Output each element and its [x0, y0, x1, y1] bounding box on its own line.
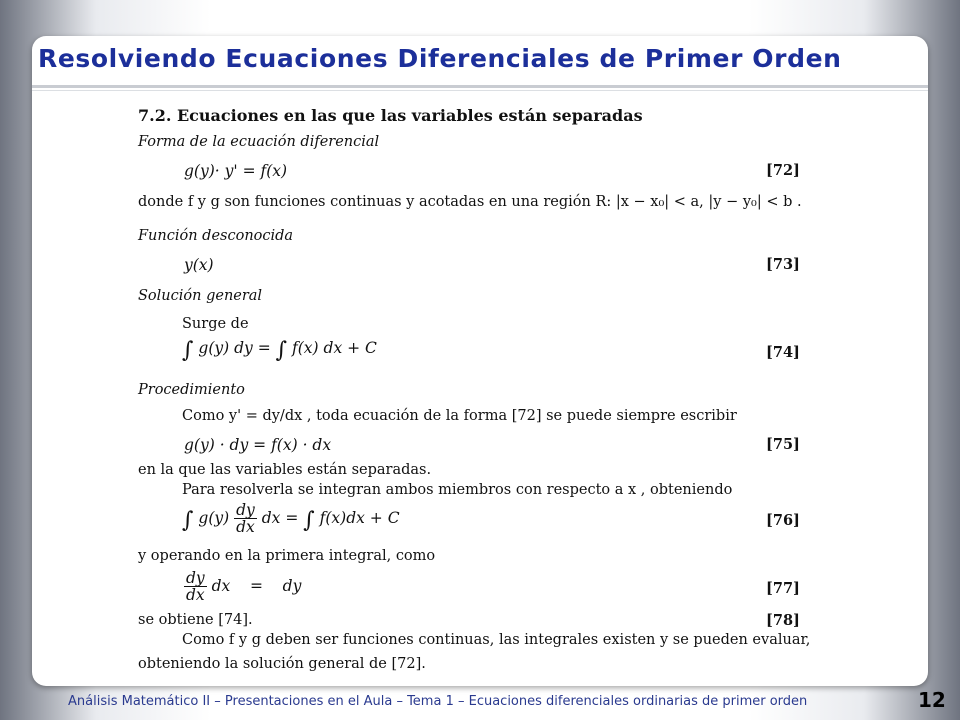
procedimiento-heading: Procedimiento — [138, 382, 245, 398]
equation-74-left: g(y) dy = — [193, 339, 276, 357]
equation-73: y(x) — [184, 256, 214, 274]
integral-sign: ∫ — [303, 507, 315, 533]
equation-number-75: [75] — [766, 436, 800, 453]
slide-title: Resolviendo Ecuaciones Diferenciales de Primer Orden — [38, 44, 842, 73]
fraction-dy-dx — [184, 570, 207, 604]
equation-number-72: [72] — [766, 162, 800, 179]
title-divider-thin — [32, 90, 928, 91]
equation-75: g(y) · dy = f(x) · dx — [184, 436, 332, 454]
fraction-numerator: dy — [186, 569, 205, 587]
fraction-denominator: dx — [186, 586, 205, 605]
seobtiene-text: se obtiene [74]. — [138, 612, 253, 628]
equation-76-mid: dx = — [256, 508, 304, 527]
equation-74 — [182, 338, 377, 363]
equation-number-76: [76] — [766, 512, 800, 529]
equation-76-g: g(y) — [193, 508, 235, 527]
page-number: 12 — [918, 688, 946, 712]
equation-77-rest: dx = dy — [206, 576, 302, 595]
para-text: Para resolverla se integran ambos miembros con respecto a x , obteniendo — [182, 482, 733, 498]
funcion-heading: Función desconocida — [138, 228, 294, 244]
fraction-numerator: dy — [236, 501, 255, 519]
como-text: Como y' = dy/dx , toda ecuación de la forma [72] se puede siempre escribir — [182, 408, 737, 424]
integral-sign: ∫ — [275, 338, 288, 363]
footer-caption: Análisis Matemático II – Presentaciones en el Aula – Tema 1 – Ecuaciones diferenciales ordinarias de primer orden — [68, 694, 808, 709]
equation-number-77: [77] — [766, 580, 800, 597]
fraction-denominator: dx — [236, 518, 255, 537]
slide-panel — [32, 36, 928, 686]
equation-72: g(y)· y' = f(x) — [184, 162, 288, 180]
equation-76-right: f(x)dx + C — [314, 508, 400, 527]
forma-heading: Forma de la ecuación diferencial — [138, 134, 380, 150]
fraction-dy-dx — [234, 502, 257, 536]
equation-number-78: [78] — [766, 612, 800, 629]
solucion-heading: Solución general — [138, 288, 263, 304]
equation-77 — [184, 570, 301, 604]
enla-text: en la que las variables están separadas. — [138, 462, 432, 478]
operando-text: y operando en la primera integral, como — [138, 548, 436, 564]
equation-number-74: [74] — [766, 344, 800, 361]
integral-sign: ∫ — [182, 338, 194, 363]
obteniendo-text: obteniendo la solución general de [72]. — [138, 656, 426, 672]
surge-text: Surge de — [182, 316, 249, 332]
donde-text: donde f y g son funciones continuas y acotadas en una región R: |x − x₀| < a, |y − y₀| < b . — [138, 194, 802, 210]
equation-76 — [182, 502, 400, 536]
como2-text: Como f y g deben ser funciones continuas, las integrales existen y se pueden evaluar, — [182, 632, 811, 648]
integral-sign: ∫ — [182, 507, 194, 533]
title-divider — [32, 85, 928, 88]
section-heading: 7.2. Ecuaciones en las que las variables están separadas — [138, 106, 643, 125]
equation-74-right: f(x) dx + C — [287, 339, 377, 357]
equation-number-73: [73] — [766, 256, 800, 273]
